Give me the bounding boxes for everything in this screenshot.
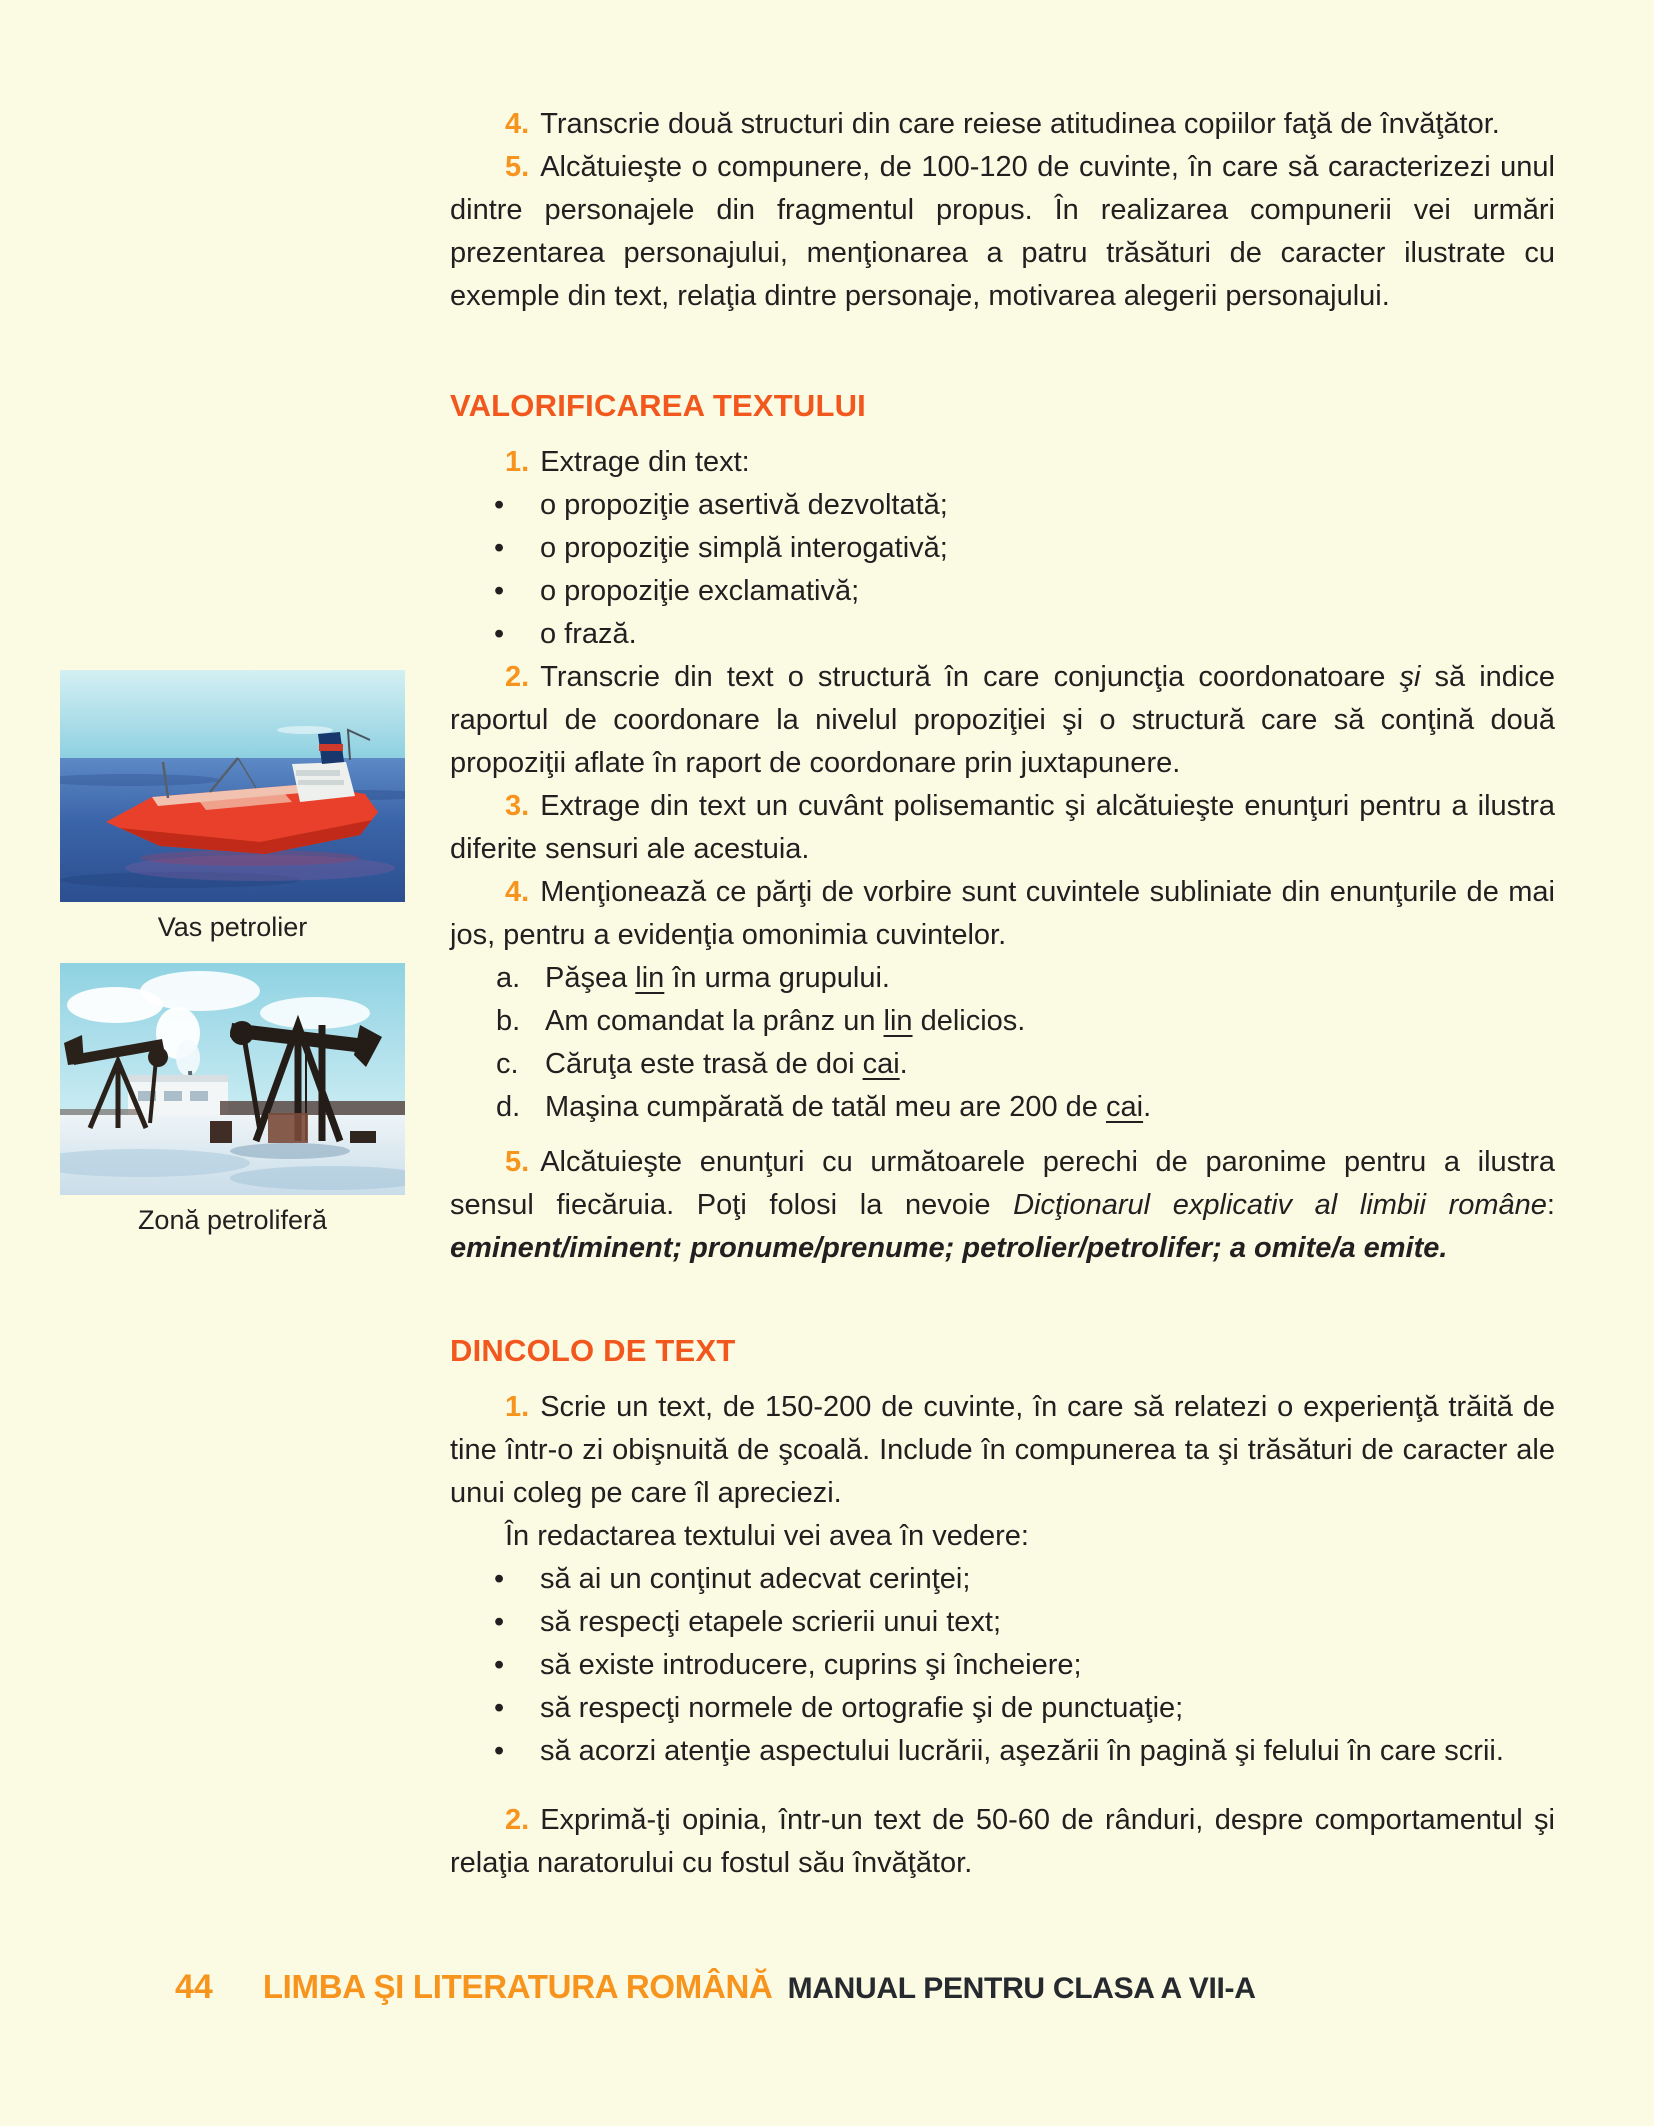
lettered-item-a [450,957,1555,1000]
bullet-text: o propoziţie exclamativă; [540,575,860,607]
exercise-5b [450,1141,1555,1270]
item-text: Păşea [545,962,636,994]
oilfield-photo [60,963,405,1195]
item-letter: a. [496,962,521,994]
bullet-text: o propoziţie asertivă dezvoltată; [540,489,948,521]
underlined-word: lin [883,1005,913,1037]
lettered-item-b [450,1000,1555,1043]
exercise-number: 5. [505,151,530,183]
section-heading: VALORIFICAREA TEXTULUI [450,388,866,423]
figure-caption: Zonă petroliferă [137,1205,328,1235]
figure-tanker [60,670,405,943]
bullet-item [450,1730,1555,1773]
exercise-number: 1. [505,446,530,478]
bullet-item [450,570,1555,613]
bullet-item [450,1687,1555,1730]
underlined-word: lin [635,962,665,994]
bullet-marker: • [494,1735,505,1767]
item-letter: c. [496,1048,519,1080]
bullet-text: o propoziţie simplă interogativă; [540,532,948,564]
exercise-number: 2. [505,1804,530,1836]
exercise-text: Menţionează ce părţi de vorbire sunt cuvintele subliniate din enunţurile de mai jos, pentru a evidenţia omonimia cuvintelor. [450,876,1555,951]
exercise-text: Extrage din text: [540,446,750,478]
exercise-4b [450,871,1555,957]
tanker-photo [60,670,405,902]
exercise-text: Scrie un text, de 150-200 de cuvinte, în care să relatezi o experienţă trăită de tine într-o zi obişnuită de şcoală. Include în compunerea ta şi trăsături de caracter ale unui coleg pe care îl apreciezi. [450,1391,1555,1509]
dictionary-title: Dicţionarul explicativ al limbii române [1013,1189,1547,1221]
bullet-marker: • [494,1649,505,1681]
bullet-marker: • [494,489,505,521]
exercise-text: Transcrie din text o structură în care conjuncţia coordonatoare [540,661,1400,693]
exercise-number: 1. [505,1391,530,1423]
item-letter: d. [496,1091,521,1123]
manual-title: MANUAL PENTRU CLASA A VII-A [787,1972,1256,2005]
bullet-text: o frază. [540,618,637,650]
item-text: Am comandat la prânz un [545,1005,884,1037]
exercise-1 [450,441,1555,484]
exercise-text: : [1546,1189,1555,1221]
bullet-text: să ai un conţinut adecvat cerinţei; [540,1563,971,1595]
item-text: . [899,1048,908,1080]
exercise-number: 5. [505,1146,530,1178]
bullet-item [450,1644,1555,1687]
paronym-pairs: eminent/iminent; pronume/prenume; petrolier/petrolifer; a omite/a emite. [450,1232,1448,1264]
underlined-word: cai [862,1048,900,1080]
lettered-item-c [450,1043,1555,1086]
underlined-word: cai [1106,1091,1144,1123]
exercise-text: Extrage din text un cuvânt polisemantic şi alcătuieşte enunţuri pentru a ilustra diferite sensuri ale acestuia. [450,790,1555,865]
bullet-item [450,527,1555,570]
bullet-item [450,484,1555,527]
bullet-text: să existe introducere, cuprins şi încheiere; [540,1649,1082,1681]
exercise-number: 4. [505,876,530,908]
item-letter: b. [496,1005,521,1037]
bullet-marker: • [494,575,505,607]
bullet-text: să respecţi normele de ortografie şi de punctuaţie; [540,1692,1184,1724]
bullet-text: să acorzi atenţie aspectului lucrării, aşezării în pagină şi felului în care scrii. [540,1735,1504,1767]
exercise-text: Transcrie două structuri din care reiese atitudinea copiilor faţă de învăţător. [540,108,1500,140]
intro-block [450,103,1555,318]
figure-oilfield [60,963,405,1236]
exercise-2 [450,1799,1555,1885]
exercise-text: Alcătuieşte o compunere, de 100-120 de cuvinte, în care să caracterizezi unul dintre personajele din fragmentul propus. În realizarea compunerii vei urmări prezentarea personajului, menţionarea a patru trăsături de caracter ilustrate cu exemple din text, relaţia dintre personaje, motivarea alegerii personajului. [450,151,1555,312]
bullet-text: să respecţi etapele scrierii unui text; [540,1606,1001,1638]
exercise-number: 2. [505,661,530,693]
italic-conjunction: şi [1399,661,1421,693]
exercise-1 [450,1386,1555,1515]
exercise-text: Alcătuieşte enunţuri cu următoarele perechi de paronime pentru a ilustra sensul fiecăruia. Poţi folosi la nevoie [450,1146,1555,1221]
exercise-3 [450,785,1555,871]
bullet-marker: • [494,618,505,650]
bullet-marker: • [494,1563,505,1595]
item-text: . [1143,1091,1152,1123]
exercise-number: 3. [505,790,530,822]
bullet-item [450,1558,1555,1601]
lead-line: În redactarea textului vei avea în vedere: [505,1520,1029,1552]
bullet-marker: • [494,1606,505,1638]
exercise-text: să indice raportul de coordonare la nivelul propoziţiei şi o structură care să conţină două propoziţii aflate în raport de coordonare prin juxtapunere. [450,661,1555,779]
exercise-4 [450,103,1555,146]
page-number: 44 [175,1968,213,2006]
section-heading: DINCOLO DE TEXT [450,1333,736,1368]
exercise-5 [450,146,1555,318]
book-title: LIMBA ŞI LITERATURA ROMÂNĂ [262,1968,773,2005]
exercise-2 [450,656,1555,785]
lettered-item-d [450,1086,1555,1129]
item-text: Maşina cumpărată de tatăl meu are 200 de [545,1091,1106,1123]
section-valorificarea [450,383,1555,1270]
section-dincolo [450,1328,1555,1885]
item-text: în urma grupului. [664,962,890,994]
bullet-item [450,1601,1555,1644]
item-text: Căruţa este trasă de doi [545,1048,863,1080]
exercise-text: Exprimă-ţi opinia, într-un text de 50-60 de rânduri, despre comportamentul şi relaţia naratorului cu fostul său învăţător. [450,1804,1555,1879]
bullet-item [450,613,1555,656]
figure-caption: Vas petrolier [157,912,308,942]
item-text: delicios. [912,1005,1026,1037]
bullet-marker: • [494,532,505,564]
exercise-number: 4. [505,108,530,140]
bullet-marker: • [494,1692,505,1724]
page-footer [175,1968,1256,2007]
